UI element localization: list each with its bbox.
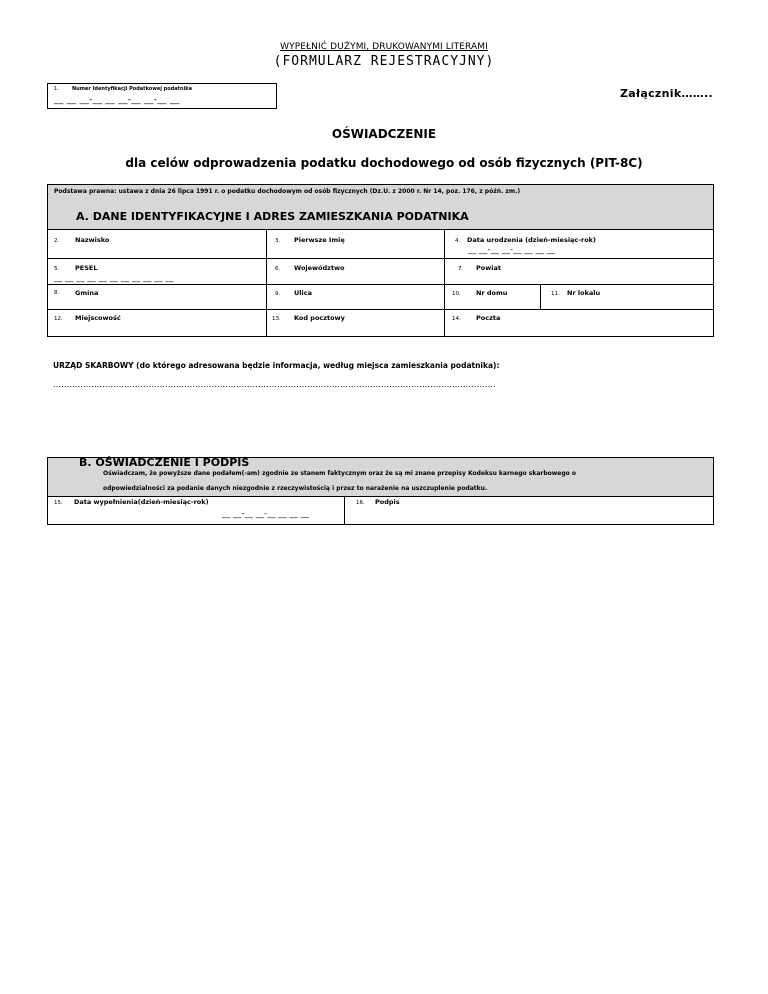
fill-date-placeholder: __ __-__ __-__ __ __ __ — [222, 509, 310, 518]
nip-placeholder: __ __ __-__ __ __-__ __-__ __ — [54, 95, 180, 105]
field-number: 16. — [356, 500, 365, 506]
tax-office-input[interactable]: ……………………………………………………………………………………………………………………………………………… — [53, 380, 496, 389]
birth-date-placeholder: __ __-__ __-__ __ __ __ — [468, 245, 556, 254]
field-number: 14. — [452, 316, 461, 322]
city-label: Miejscowość — [75, 314, 121, 322]
postal-code-label: Kod pocztowy — [294, 314, 345, 322]
row-divider — [48, 258, 713, 259]
field-number: 2. — [54, 238, 60, 244]
pesel-label: PESEL — [75, 264, 98, 272]
form-type: (FORMULARZ REJESTRACYJNY) — [273, 54, 495, 69]
document-subtitle: dla celów odprowadzenia podatku dochodowego od osób fizycznych (PIT-8C) — [125, 156, 643, 170]
declaration-text: odpowiedzialności za podanie danych niezgodnie z rzeczywistością i przez to narażenie na uszczuplenie podatku. — [103, 485, 488, 492]
field-number: 11. — [551, 291, 560, 297]
col-divider — [540, 284, 541, 309]
legal-basis-text: Podstawa prawna: ustawa z dnia 26 lipca 1991 r. o podatku dochodowym od osób fizycznych (Dz.U. z 2000 r. Nr 14, poz. 176, z późń. zm.) — [54, 188, 521, 195]
field-number: 5. — [54, 266, 60, 272]
field-number: 9. — [275, 291, 281, 297]
section-a-header — [47, 208, 714, 229]
signature-label: Podpis — [375, 498, 400, 506]
street-label: Ulica — [294, 289, 312, 297]
voivodeship-label: Województwo — [294, 264, 345, 272]
field-number: 8. — [54, 290, 60, 296]
section-b-header — [47, 457, 714, 497]
apartment-number-label: Nr lokalu — [567, 289, 601, 297]
row-divider — [48, 309, 713, 310]
field-number: 4. — [455, 238, 461, 244]
pesel-placeholder: __ __ __ __ __ __ __ __ __ __ __ — [54, 273, 174, 282]
first-name-label: Pierwsze Imię — [294, 236, 345, 244]
section-a-title: A. DANE IDENTYFIKACYJNE I ADRES ZAMIESZKANIA PODATNIKA — [76, 210, 469, 223]
fill-date-label: Data wypełnienia(dzień-miesiąc-rok) — [74, 498, 209, 506]
field-number: 12. — [54, 316, 63, 322]
col-divider — [344, 497, 345, 524]
field-number: 15. — [54, 500, 63, 506]
field-number: 13. — [272, 316, 281, 322]
row-divider — [48, 284, 713, 285]
tax-office-label: URZĄD SKARBOWY (do którego adresowana będzie informacja, według miejsca zamieszkania podatnika): — [53, 361, 500, 370]
house-number-label: Nr domu — [476, 289, 508, 297]
field-number: 6. — [275, 266, 281, 272]
field-number: 7. — [458, 266, 464, 272]
county-label: Powiat — [476, 264, 501, 272]
nip-field[interactable] — [47, 83, 277, 109]
attachment-label: Załącznik…….. — [620, 87, 714, 100]
col-divider — [444, 230, 445, 336]
surname-label: Nazwisko — [75, 236, 110, 244]
declaration-text: Oświadczam, że powyższe dane podałem(-am) zgodnie ze stanem faktycznym oraz że są mi znane przepisy Kodeksu karnego skarbowego o — [103, 470, 576, 477]
col-divider — [266, 230, 267, 336]
field-number: 10. — [452, 291, 461, 297]
field-number: 3. — [275, 238, 281, 244]
birth-date-label: Data urodzenia (dzień-miesiąc-rok) — [467, 236, 596, 244]
municipality-label: Gmina — [75, 289, 99, 297]
legal-basis — [47, 184, 714, 209]
signature-row — [47, 496, 714, 525]
identification-table — [47, 229, 714, 337]
post-office-label: Poczta — [476, 314, 501, 322]
fill-instruction: WYPEŁNIĆ DUŻYMI, DRUKOWANYMI LITERAMI — [280, 42, 488, 52]
field-number: 1. — [54, 86, 59, 92]
section-b-title: B. OŚWIADCZENIE I PODPIS — [79, 456, 250, 469]
nip-label: Numer Identyfikacji Podatkowej podatnika — [72, 86, 192, 92]
document-title: OŚWIADCZENIE — [331, 127, 437, 141]
